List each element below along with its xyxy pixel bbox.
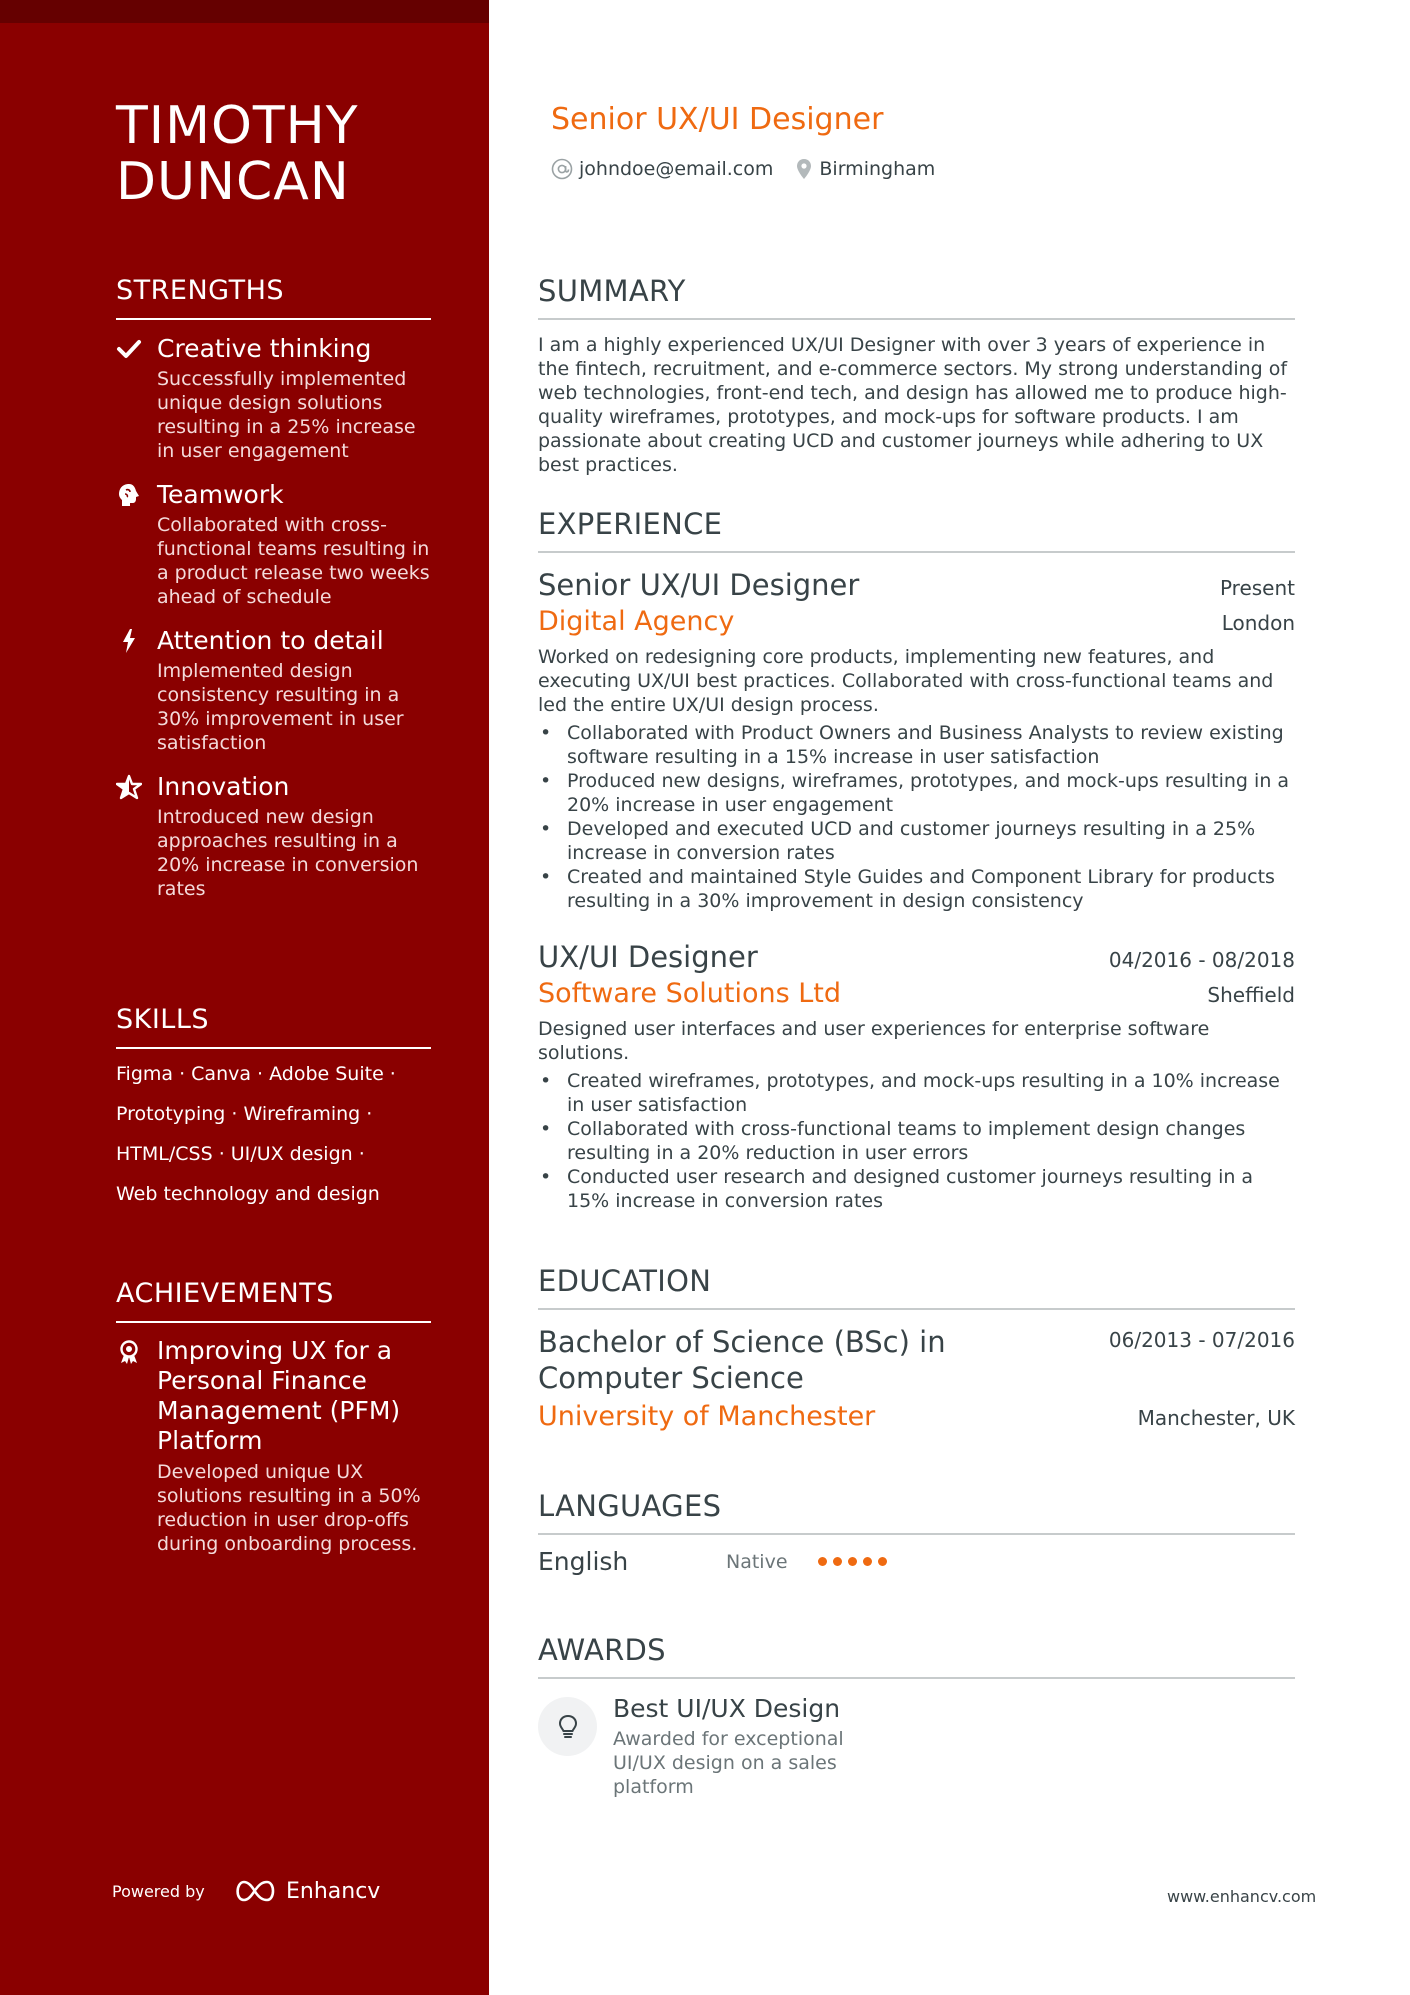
name-line-2: DUNCAN	[116, 152, 350, 212]
skills-line: Web technology and design	[116, 1183, 380, 1205]
location-pin-icon	[795, 158, 813, 180]
achievements-heading: ACHIEVEMENTS	[116, 1277, 431, 1323]
sidebar	[0, 0, 489, 1995]
achievement-title: Improving UX for a Personal Finance Management (PFM) Platform	[157, 1336, 401, 1455]
strength-title: Innovation	[157, 772, 290, 801]
strength-desc: Introduced new design approaches resulting in a 20% increase in conversion rates	[157, 806, 419, 900]
proficiency-dot	[818, 1557, 827, 1566]
job-description: Worked on redesigning core products, implementing new features, and executing UX/UI best practices. Collaborated with cross-functional teams and led the entire UX/UI design process.	[538, 646, 1274, 716]
powered-by-label: Powered by	[112, 1882, 205, 1901]
strengths-section	[116, 274, 431, 901]
email-text: johndoe@email.com	[579, 158, 774, 180]
website-link[interactable]: www.enhancv.com	[1167, 1887, 1317, 1906]
skills-list	[116, 1062, 431, 1206]
awards-section	[538, 1633, 1295, 1799]
strength-desc: Implemented design consistency resulting in a 30% improvement in user satisfaction	[157, 660, 404, 754]
job-description: Designed user interfaces and user experiences for enterprise software solutions.	[538, 1018, 1210, 1064]
education-section	[538, 1264, 1295, 1434]
experience-heading: EXPERIENCE	[538, 507, 1295, 553]
education-heading: EDUCATION	[538, 1264, 1295, 1310]
sidebar-top-bar	[0, 0, 489, 23]
education-dates: 06/2013 - 07/2016	[1108, 1328, 1295, 1352]
language-item	[538, 1547, 1295, 1576]
strength-item	[116, 479, 431, 609]
strength-title: Attention to detail	[157, 626, 384, 655]
strength-desc: Collaborated with cross-functional teams resulting in a product release two weeks ahead of schedule	[157, 514, 430, 608]
bullet-item: • Developed and executed UCD and customer journeys resulting in a 25% increase in conversion rates	[538, 817, 1295, 865]
skills-line: Prototyping · Wireframing ·	[116, 1103, 373, 1125]
summary-section	[538, 274, 1295, 477]
strength-title: Creative thinking	[157, 334, 372, 363]
job-location: London	[1221, 611, 1295, 635]
brain-icon	[116, 482, 142, 508]
strength-title: Teamwork	[157, 480, 284, 509]
candidate-name	[116, 98, 359, 210]
education-location: Manchester, UK	[1137, 1406, 1295, 1430]
experience-section	[538, 507, 1295, 1213]
skills-line: Figma · Canva · Adobe Suite ·	[116, 1063, 396, 1085]
enhancv-logo[interactable]	[232, 1878, 380, 1904]
language-level: Native	[726, 1550, 788, 1573]
bullet-item: • Collaborated with cross-functional teams to implement design changes resulting in a 20% reduction in user errors	[538, 1117, 1295, 1165]
job-dates: Present	[1219, 576, 1295, 600]
award-item	[538, 1693, 1295, 1799]
bolt-icon	[116, 628, 142, 654]
bullet-item: • Created and maintained Style Guides and Component Library for products resulting in a 30% improvement in design consistency	[538, 865, 1295, 913]
job-company: Digital Agency	[538, 606, 735, 637]
award-title: Best UI/UX Design	[613, 1694, 841, 1723]
job-role: UX/UI Designer	[538, 940, 758, 974]
bullet-item: • Produced new designs, wireframes, prototypes, and mock-ups resulting in a 20% increase in user engagement	[538, 769, 1295, 817]
summary-text: I am a highly experienced UX/UI Designer with over 3 years of experience in the fintech, recruitment, and e-commerce sectors. My strong understanding of web technologies, front-end tech, and design has allowed me to produce high-quality wireframes, prototypes, and mock-ups for software products. I am passionate about creating UCD and customer journeys while adhering to UX best practices.	[538, 334, 1288, 476]
bullet-item: • Created wireframes, prototypes, and mock-ups resulting in a 10% increase in user satisfaction	[538, 1069, 1295, 1117]
achievement-desc: Developed unique UX solutions resulting in a 50% reduction in user drop-offs during onboarding process.	[157, 1461, 421, 1555]
job-bullets	[538, 1069, 1295, 1213]
check-icon	[116, 336, 142, 362]
award-icon-circle	[538, 1697, 597, 1756]
language-proficiency-dots	[818, 1557, 887, 1566]
awards-heading: AWARDS	[538, 1633, 1295, 1679]
bullet-item: • Conducted user research and designed customer journeys resulting in a 15% increase in conversion rates	[538, 1165, 1295, 1213]
proficiency-dot	[833, 1557, 842, 1566]
school-name: University of Manchester	[538, 1401, 876, 1432]
job-role: Senior UX/UI Designer	[538, 568, 860, 602]
skills-heading: SKILLS	[116, 1003, 431, 1049]
skills-line: HTML/CSS · UI/UX design ·	[116, 1143, 365, 1165]
language-name: English	[538, 1547, 629, 1576]
summary-heading: SUMMARY	[538, 274, 1295, 320]
lightbulb-icon	[557, 1714, 579, 1740]
headline-title: Senior UX/UI Designer	[551, 102, 884, 137]
strength-item	[116, 625, 431, 755]
name-line-1: TIMOTHY	[116, 96, 359, 156]
degree-title: Bachelor of Science (BSc) in Computer Science	[538, 1325, 946, 1395]
job-location: Sheffield	[1207, 983, 1295, 1007]
contact-info	[551, 158, 935, 180]
award-desc: Awarded for exceptional UI/UX design on a sales platform	[613, 1728, 844, 1798]
infinity-icon	[232, 1878, 278, 1904]
email-contact[interactable]	[551, 158, 773, 180]
award-icon	[116, 1339, 142, 1365]
location-contact	[795, 158, 935, 180]
strength-item	[116, 333, 431, 463]
job-company: Software Solutions Ltd	[538, 978, 842, 1009]
strength-item	[116, 771, 431, 901]
job-dates: 04/2016 - 08/2018	[1108, 948, 1295, 972]
strength-desc: Successfully implemented unique design solutions resulting in a 25% increase in user engagement	[157, 368, 416, 462]
job-bullets	[538, 721, 1295, 913]
job-entry	[538, 939, 1295, 1213]
languages-section	[538, 1489, 1295, 1576]
achievement-item	[116, 1336, 431, 1556]
bullet-item: • Collaborated with Product Owners and Business Analysts to review existing software resulting in a 15% increase in user satisfaction	[538, 721, 1295, 769]
brand-name: Enhancv	[286, 1878, 381, 1904]
proficiency-dot	[848, 1557, 857, 1566]
strengths-heading: STRENGTHS	[116, 274, 431, 320]
location-text: Birmingham	[819, 158, 936, 180]
skills-section	[116, 1003, 431, 1222]
at-icon	[551, 158, 573, 180]
proficiency-dot	[878, 1557, 887, 1566]
star-icon	[116, 774, 142, 800]
proficiency-dot	[863, 1557, 872, 1566]
job-entry	[538, 567, 1295, 913]
achievements-section	[116, 1277, 431, 1556]
languages-heading: LANGUAGES	[538, 1489, 1295, 1535]
